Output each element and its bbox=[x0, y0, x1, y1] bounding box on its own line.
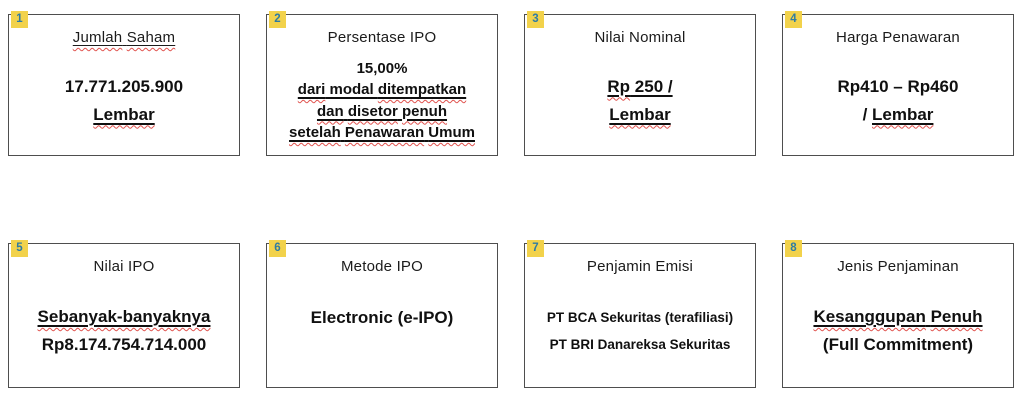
info-card-metode-ipo bbox=[266, 243, 498, 388]
text-segment: Saham bbox=[126, 29, 176, 46]
card-value-line bbox=[65, 73, 183, 101]
text-segment: Electronic (e-IPO) bbox=[310, 308, 454, 327]
card-value-line bbox=[813, 303, 982, 331]
card-number-badge: 4 bbox=[785, 11, 802, 28]
card-title bbox=[341, 258, 423, 275]
text-segment: Lembar bbox=[872, 104, 934, 124]
card-value-line bbox=[311, 304, 454, 332]
info-card-harga-penawaran bbox=[782, 14, 1014, 156]
card-title bbox=[587, 258, 693, 275]
card-value bbox=[783, 46, 1013, 155]
info-card-jumlah-saham bbox=[8, 14, 240, 156]
card-title bbox=[837, 258, 959, 275]
card-number-badge: 1 bbox=[11, 11, 28, 28]
info-card-nilai-ipo bbox=[8, 243, 240, 388]
card-value-line bbox=[550, 331, 731, 358]
text-segment: (Full Commitment) bbox=[822, 335, 974, 354]
text-segment: Lembar bbox=[93, 104, 155, 124]
text-segment: Persentase IPO bbox=[327, 29, 437, 46]
card-value-line bbox=[547, 304, 733, 331]
text-segment: Rp bbox=[607, 76, 631, 96]
info-card-persentase-ipo bbox=[266, 14, 498, 156]
card-number-badge: 6 bbox=[269, 240, 286, 257]
card-title bbox=[328, 29, 437, 46]
text-segment: PT BRI Danareksa Sekuritas bbox=[549, 337, 731, 352]
text-segment: Nilai Nominal bbox=[594, 29, 686, 46]
text-segment: 17.771.205.900 bbox=[64, 76, 184, 96]
card-title bbox=[836, 29, 960, 46]
text-segment: dari bbox=[297, 81, 326, 98]
card-number-badge: 8 bbox=[785, 240, 802, 257]
text-segment: Metode IPO bbox=[340, 258, 424, 275]
text-segment: / bbox=[862, 104, 873, 124]
card-value bbox=[783, 275, 1013, 387]
card-title bbox=[73, 29, 175, 46]
card-value bbox=[9, 46, 239, 155]
text-segment: Penjamin Emisi bbox=[586, 258, 694, 275]
card-value bbox=[267, 46, 497, 155]
card-number-badge: 7 bbox=[527, 240, 544, 257]
text-segment: Penawaran bbox=[344, 124, 425, 141]
card-number-badge: 2 bbox=[269, 11, 286, 28]
card-value-line bbox=[289, 122, 475, 144]
card-value-line bbox=[863, 101, 934, 129]
card-value-line bbox=[38, 303, 211, 331]
card-value-line bbox=[609, 101, 670, 129]
text-segment: Jenis Penjaminan bbox=[837, 258, 959, 275]
card-value-line bbox=[357, 58, 408, 80]
text-segment: ditempatkan bbox=[377, 81, 467, 98]
text-segment: Harga Penawaran bbox=[836, 29, 960, 46]
text-segment: Lembar bbox=[609, 104, 671, 124]
info-card-penjamin-emisi bbox=[524, 243, 756, 388]
text-segment: Penuh bbox=[930, 307, 983, 326]
card-title bbox=[595, 29, 686, 46]
text-segment: PT BCA Sekuritas (terafiliasi) bbox=[546, 310, 734, 325]
info-card-nilai-nominal bbox=[524, 14, 756, 156]
card-value-line bbox=[607, 73, 672, 101]
card-value bbox=[9, 275, 239, 387]
text-segment: Kesanggupan bbox=[813, 307, 926, 326]
card-title bbox=[94, 258, 155, 275]
card-value-line bbox=[823, 331, 973, 359]
card-value bbox=[525, 275, 755, 387]
card-number-badge: 5 bbox=[11, 240, 28, 257]
text-segment: Rp8.174.754.714.000 bbox=[41, 335, 207, 354]
text-segment: penuh bbox=[402, 102, 448, 120]
text-segment: Jumlah bbox=[72, 29, 123, 46]
card-number-badge: 3 bbox=[527, 11, 544, 28]
text-segment: Rp410 – Rp460 bbox=[837, 76, 959, 96]
card-value bbox=[267, 275, 497, 387]
card-value-line bbox=[298, 79, 466, 101]
info-card-jenis-penjaminan bbox=[782, 243, 1014, 388]
text-segment: Nilai IPO bbox=[93, 258, 155, 275]
card-value-line bbox=[838, 73, 959, 101]
text-segment: dan bbox=[316, 102, 344, 120]
text-segment: 15,00% bbox=[356, 59, 408, 77]
card-value-line bbox=[93, 101, 154, 129]
text-segment: disetor bbox=[347, 102, 398, 120]
card-value bbox=[525, 46, 755, 155]
text-segment: modal bbox=[325, 81, 378, 98]
ipo-summary-grid bbox=[8, 14, 1014, 388]
text-segment: Sebanyak-banyaknya bbox=[37, 307, 211, 326]
text-segment: Umum bbox=[428, 124, 475, 141]
card-value-line bbox=[317, 101, 447, 123]
text-segment: setelah bbox=[289, 124, 341, 141]
card-value-line bbox=[42, 331, 206, 359]
text-segment: 250 / bbox=[630, 76, 673, 96]
